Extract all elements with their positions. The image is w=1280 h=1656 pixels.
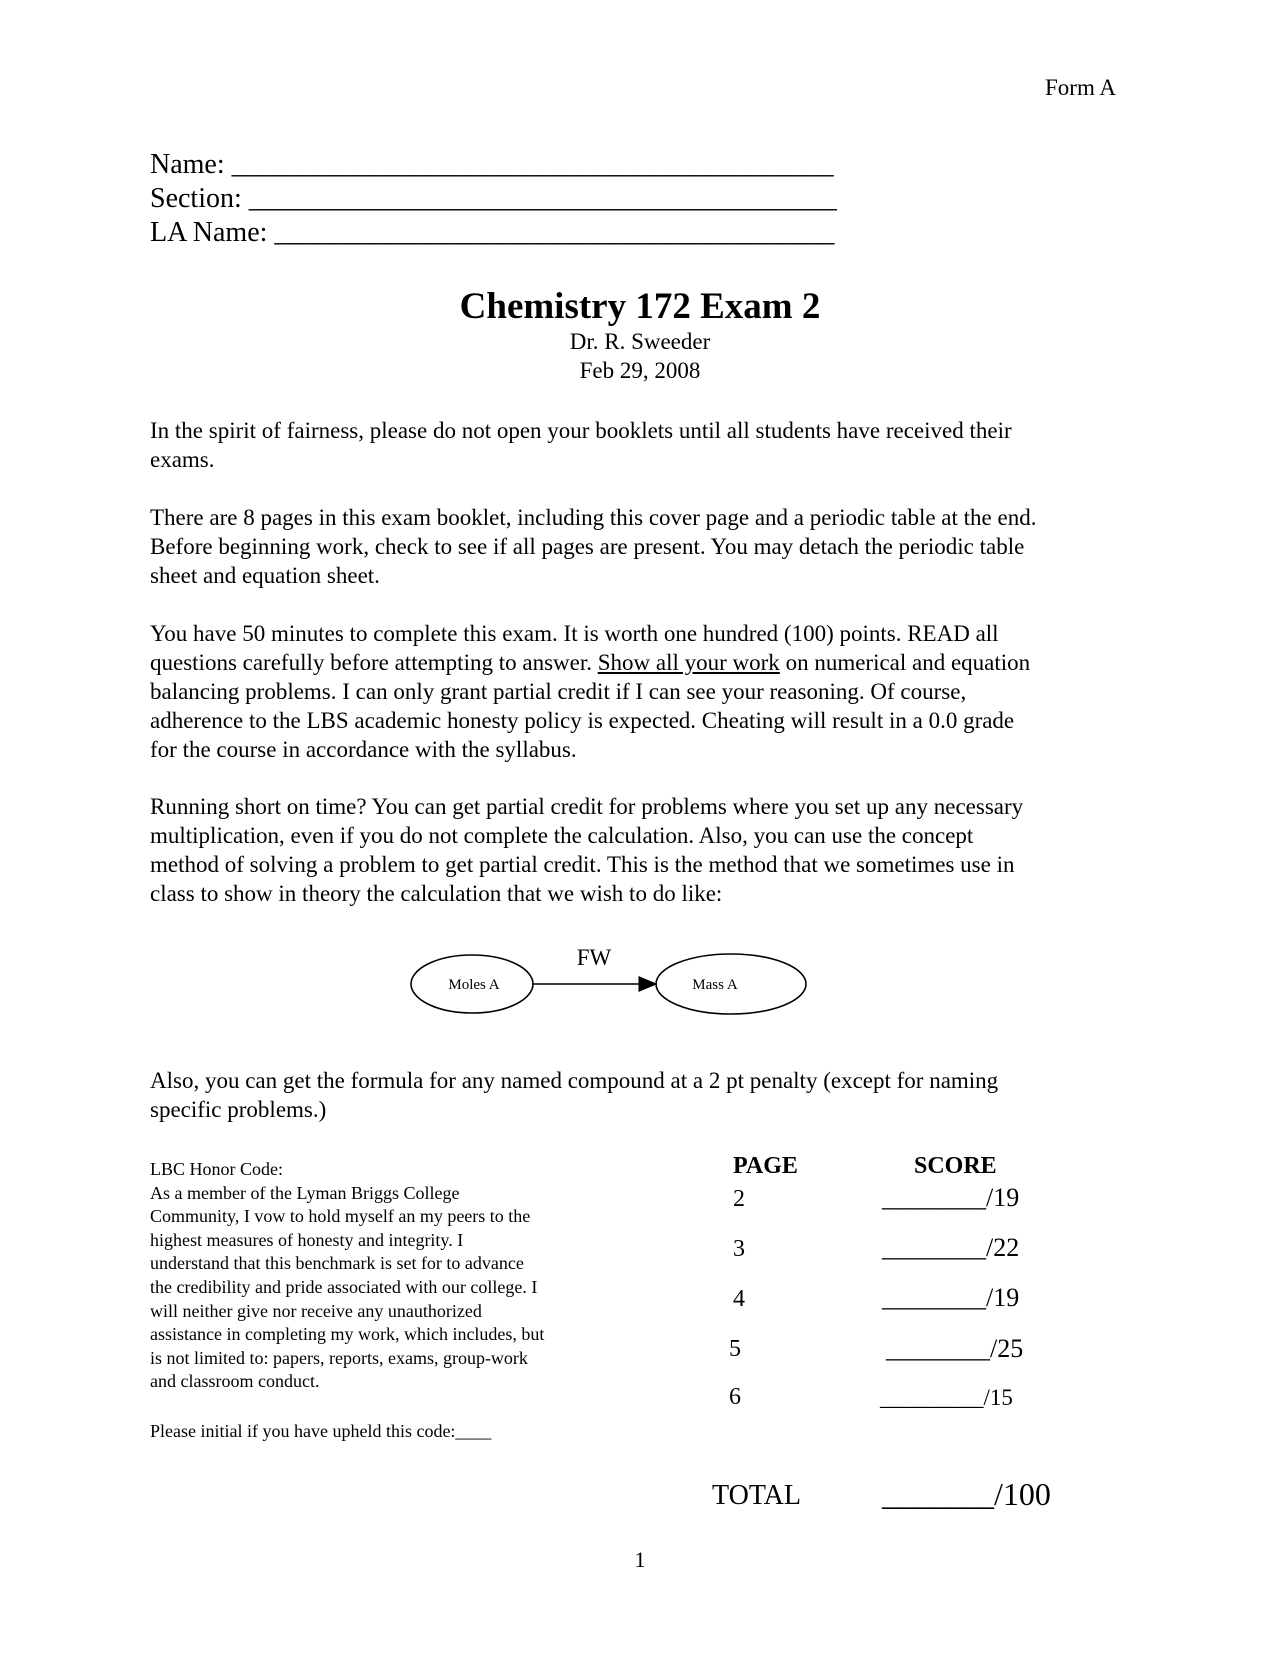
concept-diagram bbox=[0, 935, 1280, 1035]
exam-title: Chemistry 172 Exam 2 bbox=[459, 286, 821, 327]
table-row-page: 4 bbox=[733, 1286, 745, 1312]
table-row-score[interactable]: ________/22 bbox=[882, 1233, 1020, 1262]
section-field[interactable] bbox=[150, 183, 837, 215]
table-row-score[interactable]: ________/19 bbox=[882, 1283, 1020, 1312]
total-score[interactable]: _______/100 bbox=[882, 1476, 1051, 1512]
section-blank[interactable]: __________________________________________ bbox=[248, 183, 837, 214]
name-field[interactable] bbox=[150, 149, 834, 181]
partial-credit-paragraph: Running short on time? You can get partial credit for problems where you set up any necessary multiplication, even if you do not complete the calculation. Also, you can use the concept method of solving a problem to get partial credit. This is the method that we sometimes use in class to show in theory the calculation that we wish to do like: bbox=[150, 794, 1024, 906]
total-label: TOTAL bbox=[712, 1480, 802, 1511]
moles-node-label: Moles A bbox=[448, 977, 500, 993]
score-column-header: SCORE bbox=[914, 1153, 997, 1179]
mass-node-label: Mass A bbox=[692, 977, 738, 993]
table-row-score[interactable]: ________/25 bbox=[886, 1334, 1024, 1363]
la-name-field[interactable] bbox=[150, 217, 834, 249]
table-row-page: 6 bbox=[729, 1384, 741, 1410]
name-blank[interactable]: ___________________________________________ bbox=[231, 149, 834, 180]
table-row-page: 3 bbox=[733, 1236, 745, 1262]
honor-code-heading: LBC Honor Code: bbox=[150, 1159, 283, 1179]
la-name-blank[interactable]: ________________________________________ bbox=[274, 217, 835, 248]
page-number: 1 bbox=[634, 1547, 646, 1572]
name-label: Name: bbox=[150, 149, 232, 180]
show-work-emphasis: Show all your work bbox=[597, 650, 780, 675]
la-name-label: LA Name: bbox=[150, 217, 275, 248]
table-row-score[interactable]: ________/19 bbox=[882, 1183, 1020, 1212]
section-label: Section: bbox=[150, 183, 249, 214]
pages-paragraph: There are 8 pages in this exam booklet, including this cover page and a periodic table at the end. Before beginning work, check to see if all pages are present. You may detach the periodic table sheet and equation sheet. bbox=[150, 505, 1037, 588]
formula-penalty-paragraph: Also, you can get the formula for any named compound at a 2 pt penalty (except for naming specific problems.) bbox=[150, 1068, 999, 1122]
table-row-page: 5 bbox=[729, 1336, 741, 1362]
honor-code: LBC Honor Code: As a member of the Lyman Briggs College Community, I vow to hold myself an my peers to the highest measures of honesty and integrity. I understand that this benchmark is set for to advance the credibility and pride associated with our college. I will neither give nor receive any unauthorized assistance in completing my work, which includes, but is not limited to: papers, reports, exams, group-work and classroom conduct. bbox=[150, 1158, 620, 1394]
fairness-paragraph: In the spirit of fairness, please do not open your booklets until all students have received their exams. bbox=[150, 418, 1012, 472]
table-row-page: 2 bbox=[733, 1186, 745, 1212]
page-column-header: PAGE bbox=[733, 1153, 798, 1179]
instructor: Dr. R. Sweeder bbox=[569, 329, 711, 354]
arrow-label: FW bbox=[576, 945, 612, 970]
honor-initial-field[interactable]: Please initial if you have upheld this code:____ bbox=[150, 1421, 492, 1441]
table-row-score[interactable]: _________/15 bbox=[880, 1385, 1013, 1410]
exam-date: Feb 29, 2008 bbox=[579, 358, 701, 383]
form-label: Form A bbox=[1045, 75, 1116, 100]
rules-paragraph: You have 50 minutes to complete this exam. It is worth one hundred (100) points. READ all questions carefully before attempting to answer. Show all your work on numerical and equation balancing problems. I can only grant partial credit if I can see your reasoning. Of course, adherence to the LBS academic honesty policy is expected. Cheating will result in a 0.0 grade for the course in accordance with the syllabus. bbox=[150, 621, 1031, 762]
